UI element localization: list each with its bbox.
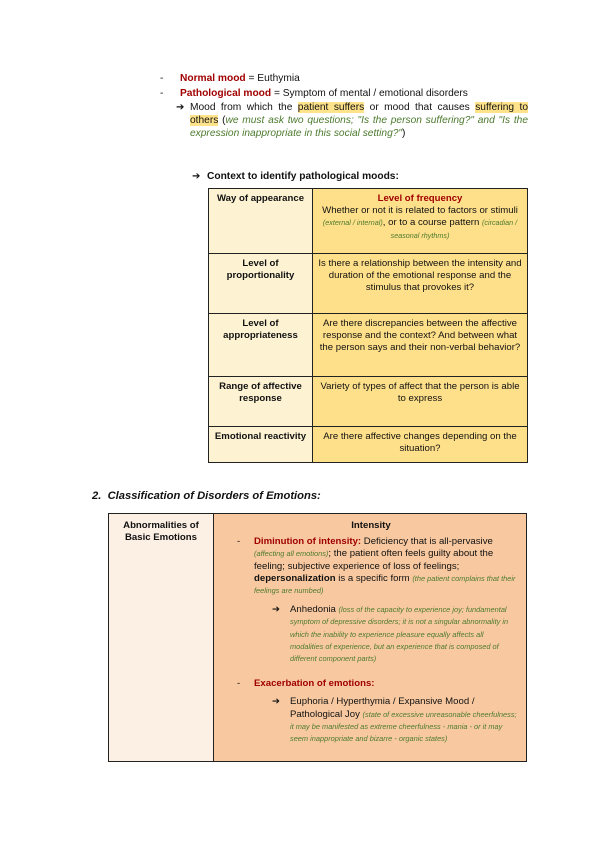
row-value [214,514,527,762]
bullet-normal-mood [160,72,300,85]
bullet-pathological-mood [160,87,468,100]
item-note: (affecting all emotions) [254,549,329,559]
dash-bullet-icon: - [237,678,241,690]
depersonalization-term: depersonalization [254,572,336,584]
table-row [209,189,528,254]
dash-bullet-icon: - [160,73,164,84]
arrow-right-icon: ➔ [272,696,281,708]
diminution-item [224,536,518,597]
row-value: Are there affective changes depending on the situation? [313,427,528,463]
row-value [313,189,528,254]
dash-bullet-icon: - [237,536,241,548]
exacerbation-item [224,678,518,690]
euphoria-term: Euphoria / Hyperthymia / Expansive Mood / Pathological Joy [290,696,475,720]
context-heading [192,171,399,182]
diminution-term: Diminution of intensity: [254,536,362,548]
pathological-moods-table [208,188,528,463]
definition-text: Mood from which the [190,102,298,113]
euphoria-item [224,696,518,745]
anhedonia-term: Anhedonia [290,604,339,616]
normal-mood-term: Normal mood [180,73,246,84]
normal-mood-definition: = Euthymia [245,73,300,84]
section-title: Classification of Disorders of Emotions: [107,490,321,502]
disorders-table [108,513,527,762]
cell-text: Whether or not it is related to factors or stimuli [322,205,518,217]
pathological-mood-explanation [176,101,529,141]
arrow-right-icon: ➔ [272,604,281,616]
cell-text: , or to a course pattern [382,217,482,229]
anhedonia-item [224,604,518,665]
dash-bullet-icon: - [160,88,164,99]
table-row [109,514,527,762]
row-value: Is there a relationship between the intensity and duration of the emotional response and the stimulus that provokes it? [313,254,528,314]
row-label: Level of proportionality [209,254,313,314]
row-label: Way of appearance [209,189,313,254]
definition-note: we must ask two questions; "Is the person suffering?" and "Is the expression inappropriate in this social setting?" [190,115,528,140]
table-row [209,254,528,314]
row-label: Emotional reactivity [209,427,313,463]
highlight-suffering-to-others: suffering to others [190,102,529,127]
row-value: Variety of types of affect that the person is able to express [313,377,528,427]
arrow-right-icon: ➔ [176,102,185,113]
item-text: is a specific form [335,572,413,584]
table-row [209,377,528,427]
row-label: Abnormalities of Basic Emotions [109,514,214,762]
section-heading [92,490,321,502]
cell-note: (external / internal) [322,218,383,228]
item-note: (state of excessive unreasonable cheerfulness; it may be manifested as extreme cheerfulness - mania - or it may seem inappropriate and bizarre - organic states) [290,709,517,744]
section-number: 2. [92,490,102,502]
highlight-patient-suffers: patient suffers [297,102,365,113]
item-text: Deficiency that is all-pervasive [361,536,493,548]
item-note: (the patient complains that their feelings are numbed) [254,573,516,596]
table-row [209,314,528,377]
level-of-frequency-heading: Level of frequency [377,193,463,204]
intensity-heading: Intensity [351,520,391,531]
item-note: (loss of the capacity to experience joy; fundamental symptom of depressive disorders; it is not a singular abnormality in which the inability to experience pleasure equally affects all modalities of experience, but an experience that is composed of different component parts) [290,605,509,664]
arrow-right-icon: ➔ [192,171,201,182]
context-heading-text: Context to identify pathological moods: [207,171,399,182]
pathological-mood-definition: = Symptom of mental / emotional disorders [271,88,468,99]
definition-text: ( [218,115,226,127]
definition-text: ) [402,128,406,140]
cell-note: (circadian / seasonal rhythms) [390,218,518,240]
exacerbation-term: Exacerbation of emotions: [254,678,375,690]
row-value: Are there discrepancies between the affective response and the context? And between what the person says and their non-verbal behavior? [313,314,528,377]
row-label: Level of appropriateness [209,314,313,377]
item-text: ; the patient often feels guilty about the feeling; subjective experience of loss of feelings; [254,548,494,572]
row-label: Range of affective response [209,377,313,427]
pathological-mood-term: Pathological mood [180,88,272,99]
table-row [209,427,528,463]
definition-text: or mood that causes [364,102,476,113]
